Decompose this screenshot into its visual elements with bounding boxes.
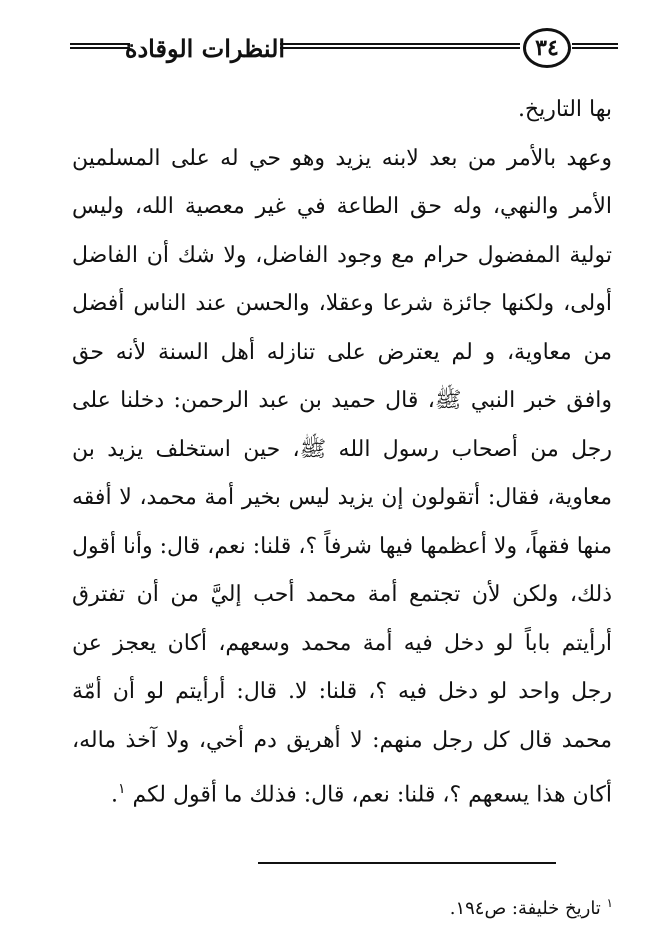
footnote-reference: ١ bbox=[117, 781, 126, 797]
book-title: النظرات الوقادة bbox=[124, 33, 286, 63]
paragraph-2-text: وعهد بالأمر من بعد لابنه يزيد وهو حي له على المسلمين الأمر والنهي، وله حق الطاعة في غير معصية الله، وليس تولية المفضول حرام مع وجود الفاضل، ولا شك أن الفاضل أولى، ولكنها جائزة شرعا وعقلا، والحسن عند الناس أفضل من معاوية، و لم يعترض على تنازله أهل السنة لأنه حق وافق خبر النبي ﷺ، قال حميد بن عبد الرحمن: دخلنا على رجل من أصحاب رسول الله ﷺ، حين استخلف يزيد بن معاوية، فقال: أتقولون إن يزيد ليس بخير أمة محمد، لا أفقه منها فقهاً، ولا أعظمها فيها شرفاً ؟، قلنا: نعم، قال: وأنا أقول ذلك، ولكن لأن تجتمع أمة محمد أحب إليَّ من أن تفترق أرأيتم باباً لو دخل فيه أمة محمد وسعهم، أكان يعجز عن رجل واحد لو دخل فيه ؟، قلنا: لا. قال: أرأيتم لو أن أمّة محمد قال كل رجل منهم: لا أهريق دم أخي، ولا آخذ ماله، أكان هذا يسعهم ؟، قلنا: نعم، قال: فذلك ما أقول لكم bbox=[72, 145, 612, 808]
footnote-divider bbox=[258, 862, 556, 864]
header-rule-left bbox=[70, 43, 130, 49]
footnote-text: تاريخ خليفة: ص١٩٤. bbox=[449, 898, 601, 919]
paragraph-2: وعهد بالأمر من بعد لابنه يزيد وهو حي له على المسلمين الأمر والنهي، وله حق الطاعة في غير معصية الله، وليس تولية المفضول حرام مع وجود الفاضل، ولا شك أن الفاضل أولى، ولكنها جائزة شرعا وعقلا، والحسن عند الناس أفضل من معاوية، و لم يعترض على تنازله أهل السنة لأنه حق وافق خبر النبي ﷺ، قال حميد بن عبد الرحمن: دخلنا على رجل من أصحاب رسول الله ﷺ، حين استخلف يزيد بن معاوية، فقال: أتقولون إن يزيد ليس بخير أمة محمد، لا أفقه منها فقهاً، ولا أعظمها فيها شرفاً ؟، قلنا: نعم، قال: وأنا أقول ذلك، ولكن لأن تجتمع أمة محمد أحب إليَّ من أن تفترق أرأيتم باباً لو دخل فيه أمة محمد وسعهم، أكان يعجز عن رجل واحد لو دخل فيه ؟، قلنا: لا. قال: أرأيتم لو أن أمّة محمد قال كل رجل منهم: لا أهريق دم أخي، ولا آخذ ماله، أكان هذا يسعهم ؟، قلنا: نعم، قال: فذلك ما أقول لكم $^١$. bbox=[72, 145, 612, 808]
page-number: ٣٤ bbox=[523, 28, 571, 68]
footnote bbox=[450, 896, 613, 919]
header-rule-middle bbox=[280, 43, 520, 49]
header-rule-right bbox=[572, 43, 618, 49]
page-header bbox=[60, 18, 620, 74]
footnote-number: ١ bbox=[606, 896, 613, 910]
page-body bbox=[72, 86, 612, 820]
paragraph-1: بها التاريخ. bbox=[517, 97, 612, 122]
